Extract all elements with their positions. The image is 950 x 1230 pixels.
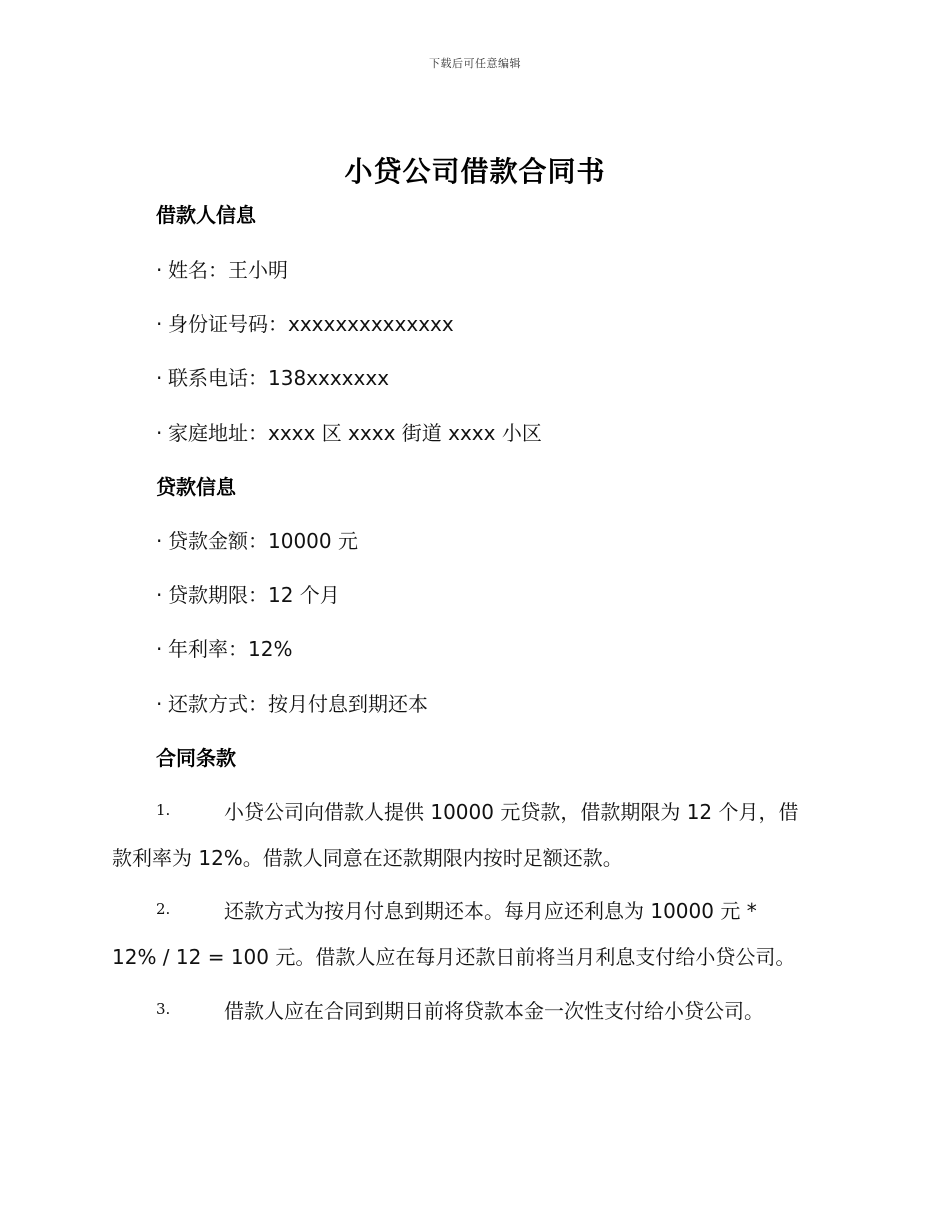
bullet-dot: · bbox=[156, 583, 163, 607]
section-heading-borrower: 借款人信息 bbox=[156, 203, 256, 227]
list-item bbox=[156, 688, 428, 717]
borrower-name: 姓名：王小明 bbox=[168, 258, 288, 282]
bullet-dot: · bbox=[156, 637, 163, 661]
list-item bbox=[156, 362, 389, 391]
list-item bbox=[156, 579, 340, 608]
borrower-address: 家庭地址：xxxx 区 xxxx 街道 xxxx 小区 bbox=[168, 421, 542, 445]
list-item bbox=[156, 308, 454, 337]
clause-number: 3. bbox=[156, 1000, 171, 1018]
section-heading-terms: 合同条款 bbox=[156, 746, 236, 770]
list-item bbox=[156, 525, 358, 554]
clause-text: 小贷公司向借款人提供 10000 元贷款，借款期限为 12 个月，借 bbox=[224, 800, 799, 824]
clause-text: 款利率为 12%。借款人同意在还款期限内按时足额还款。 bbox=[112, 846, 623, 870]
bullet-dot: · bbox=[156, 258, 163, 282]
loan-amount: 贷款金额：10000 元 bbox=[168, 529, 358, 553]
list-item bbox=[156, 633, 292, 662]
clause-number: 1. bbox=[156, 801, 171, 819]
document-title: 小贷公司借款合同书 bbox=[344, 155, 606, 188]
clause-number: 2. bbox=[156, 900, 171, 918]
bullet-dot: · bbox=[156, 421, 163, 445]
borrower-id-number: 身份证号码：xxxxxxxxxxxxxx bbox=[168, 312, 454, 336]
loan-repayment-method: 还款方式：按月付息到期还本 bbox=[168, 692, 428, 716]
bullet-dot: · bbox=[156, 366, 163, 390]
clause-text: 借款人应在合同到期日前将贷款本金一次性支付给小贷公司。 bbox=[224, 999, 764, 1023]
section-heading-loan: 贷款信息 bbox=[156, 475, 236, 499]
loan-term: 贷款期限：12 个月 bbox=[168, 583, 340, 607]
list-item bbox=[156, 254, 288, 283]
bullet-dot: · bbox=[156, 529, 163, 553]
clause-text: 还款方式为按月付息到期还本。每月应还利息为 10000 元 * bbox=[224, 899, 757, 923]
loan-annual-rate: 年利率：12% bbox=[168, 637, 293, 661]
list-item bbox=[156, 417, 542, 446]
clause-text: 12% / 12 = 100 元。借款人应在每月还款日前将当月利息支付给小贷公司。 bbox=[112, 945, 796, 969]
bullet-dot: · bbox=[156, 692, 163, 716]
borrower-phone: 联系电话：138xxxxxxx bbox=[168, 366, 390, 390]
header-note: 下载后可任意编辑 bbox=[429, 57, 521, 70]
bullet-dot: · bbox=[156, 312, 163, 336]
